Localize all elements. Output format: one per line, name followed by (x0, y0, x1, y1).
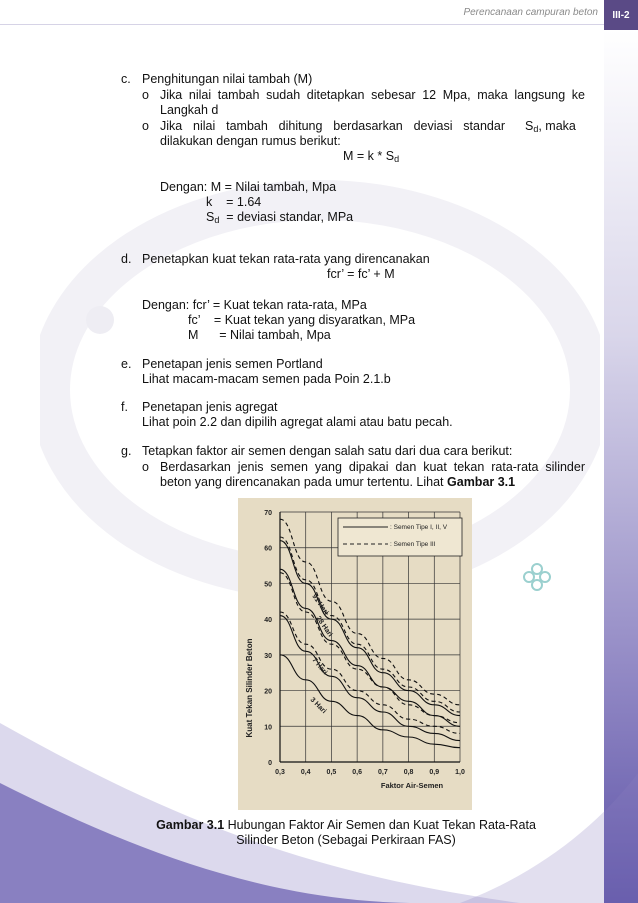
x-tick-label: 1,0 (455, 769, 465, 776)
legend-label-2: : Semen Tipe III (390, 541, 436, 548)
x-tick-label: 0,8 (403, 769, 414, 776)
bullet-marker: o (142, 460, 149, 474)
y-tick-label: 10 (264, 724, 272, 732)
section-c-bullet1-line2: Langkah d (160, 103, 219, 117)
section-g-title: Tetapkan faktor air semen dengan salah satu dari dua cara berikut: (142, 444, 513, 458)
y-tick-label: 30 (264, 652, 272, 660)
formula-subscript: d (394, 154, 400, 164)
y-tick-label: 60 (264, 545, 272, 553)
x-tick-label: 0,4 (300, 769, 311, 776)
section-c-where-line1: Dengan: M = Nilai tambah, Mpa (160, 180, 337, 194)
y-tick-label: 20 (264, 688, 272, 696)
section-d-where-line3: M = Nilai tambah, Mpa (188, 328, 331, 342)
where-rest: = deviasi standar, MPa (219, 210, 354, 224)
x-tick-label: 0,3 (275, 769, 285, 776)
section-g-bullet1-line1: Berdasarkan jenis semen yang dipakai dan kuat tekan rata-rata silinder (160, 460, 585, 474)
sd-s: S (525, 119, 534, 133)
x-axis-label: Faktor Air-Semen (380, 781, 444, 790)
curve-label-7: 7 Hari (310, 656, 329, 677)
curve-label-91: 91 Hari (310, 593, 330, 617)
figure-caption (140, 818, 552, 848)
sd-symbol (525, 119, 576, 137)
section-d-where-line2: fc’ = Kuat tekan yang disyaratkan, MPa (188, 313, 416, 327)
section-c-where-line3 (206, 210, 353, 228)
series-line-7-hari (280, 616, 460, 741)
series-line-28-hari (280, 569, 460, 726)
running-header: Perencanaan campuran beton (463, 7, 598, 18)
page-number-tab (604, 0, 638, 30)
section-c-bullet2-line1: Jika nilai tambah dihitung berdasarkan deviasi standar (160, 119, 505, 133)
formula-text: M = k * S (343, 149, 395, 163)
section-d-where-line1: Dengan: fcr’ = Kuat tekan rata-rata, MPa (142, 298, 367, 312)
header-rule (0, 24, 604, 25)
section-d-label: d. (121, 252, 132, 266)
caption-text: Hubungan Faktor Air Semen dan Kuat Tekan Rata-Rata (224, 818, 536, 832)
curve-label-3: 3 Hari (308, 696, 328, 716)
sd-suffix: , maka (538, 119, 576, 133)
series-line-91-hari (280, 541, 460, 716)
section-f-label: f. (121, 400, 128, 414)
section-e-label: e. (121, 357, 132, 371)
section-d-title: Penetapkan kuat tekan rata-rata yang direncanakan (142, 252, 430, 266)
bullet-marker: o (142, 88, 149, 102)
caption-line1 (140, 818, 552, 833)
section-c-title: Penghitungan nilai tambah (M) (142, 72, 313, 86)
section-f-title: Penetapan jenis agregat (142, 400, 278, 414)
section-e-title: Penetapan jenis semen Portland (142, 357, 323, 371)
section-c-bullet1-line1: Jika nilai tambah sudah ditetapkan sebesar 12 Mpa, maka langsung ke (160, 88, 585, 102)
series-line-dashed-6 (280, 573, 460, 723)
chart-svg (238, 498, 472, 810)
where-s: S (206, 210, 215, 224)
page-number: III-2 (612, 9, 630, 21)
flower-icon (520, 560, 554, 594)
section-d-formula: fcr’ = fc’ + M (327, 267, 395, 281)
y-axis-label: Kuat Tekan Silinder Beton (245, 638, 254, 738)
y-tick-label: 50 (264, 581, 272, 589)
section-f-text: Lihat poin 2.2 dan dipilih agregat alami atau batu pecah. (142, 415, 453, 429)
section-c-bullet2-line2: dilakukan dengan rumus berikut: (160, 134, 341, 148)
y-tick-label: 70 (264, 510, 272, 517)
x-tick-label: 0,5 (326, 769, 337, 776)
section-g-bullet1-line2 (160, 475, 515, 490)
section-g-label: g. (121, 444, 132, 458)
y-tick-label: 40 (264, 617, 272, 625)
x-tick-label: 0,7 (377, 769, 388, 776)
section-c-formula (343, 149, 399, 167)
section-c-label: c. (121, 72, 131, 86)
section-e-text: Lihat macam-macam semen pada Poin 2.1.b (142, 372, 391, 386)
curve-label-28: 28 Hari (314, 615, 334, 639)
series-line-dashed-5 (280, 537, 460, 712)
x-tick-label: 0,6 (352, 769, 363, 776)
figure-3-1 (238, 498, 472, 810)
section-c-where-line2: k = 1.64 (206, 195, 262, 209)
x-tick-label: 0,9 (429, 769, 440, 776)
section-g-bullet1-text: beton yang direncanakan pada umur tertentu. Lihat (160, 475, 448, 489)
sd-subscript: d (533, 124, 539, 134)
figure-reference: Gambar 3.1 (447, 475, 516, 489)
y-tick-label: 0 (268, 760, 272, 767)
caption-line2: Silinder Beton (Sebagai Perkiraan FAS) (236, 833, 456, 847)
where-subscript: d (214, 215, 220, 225)
caption-label: Gambar 3.1 (156, 818, 225, 832)
legend-label-1: : Semen Tipe I, II, V (390, 524, 448, 531)
bullet-marker: o (142, 119, 149, 133)
